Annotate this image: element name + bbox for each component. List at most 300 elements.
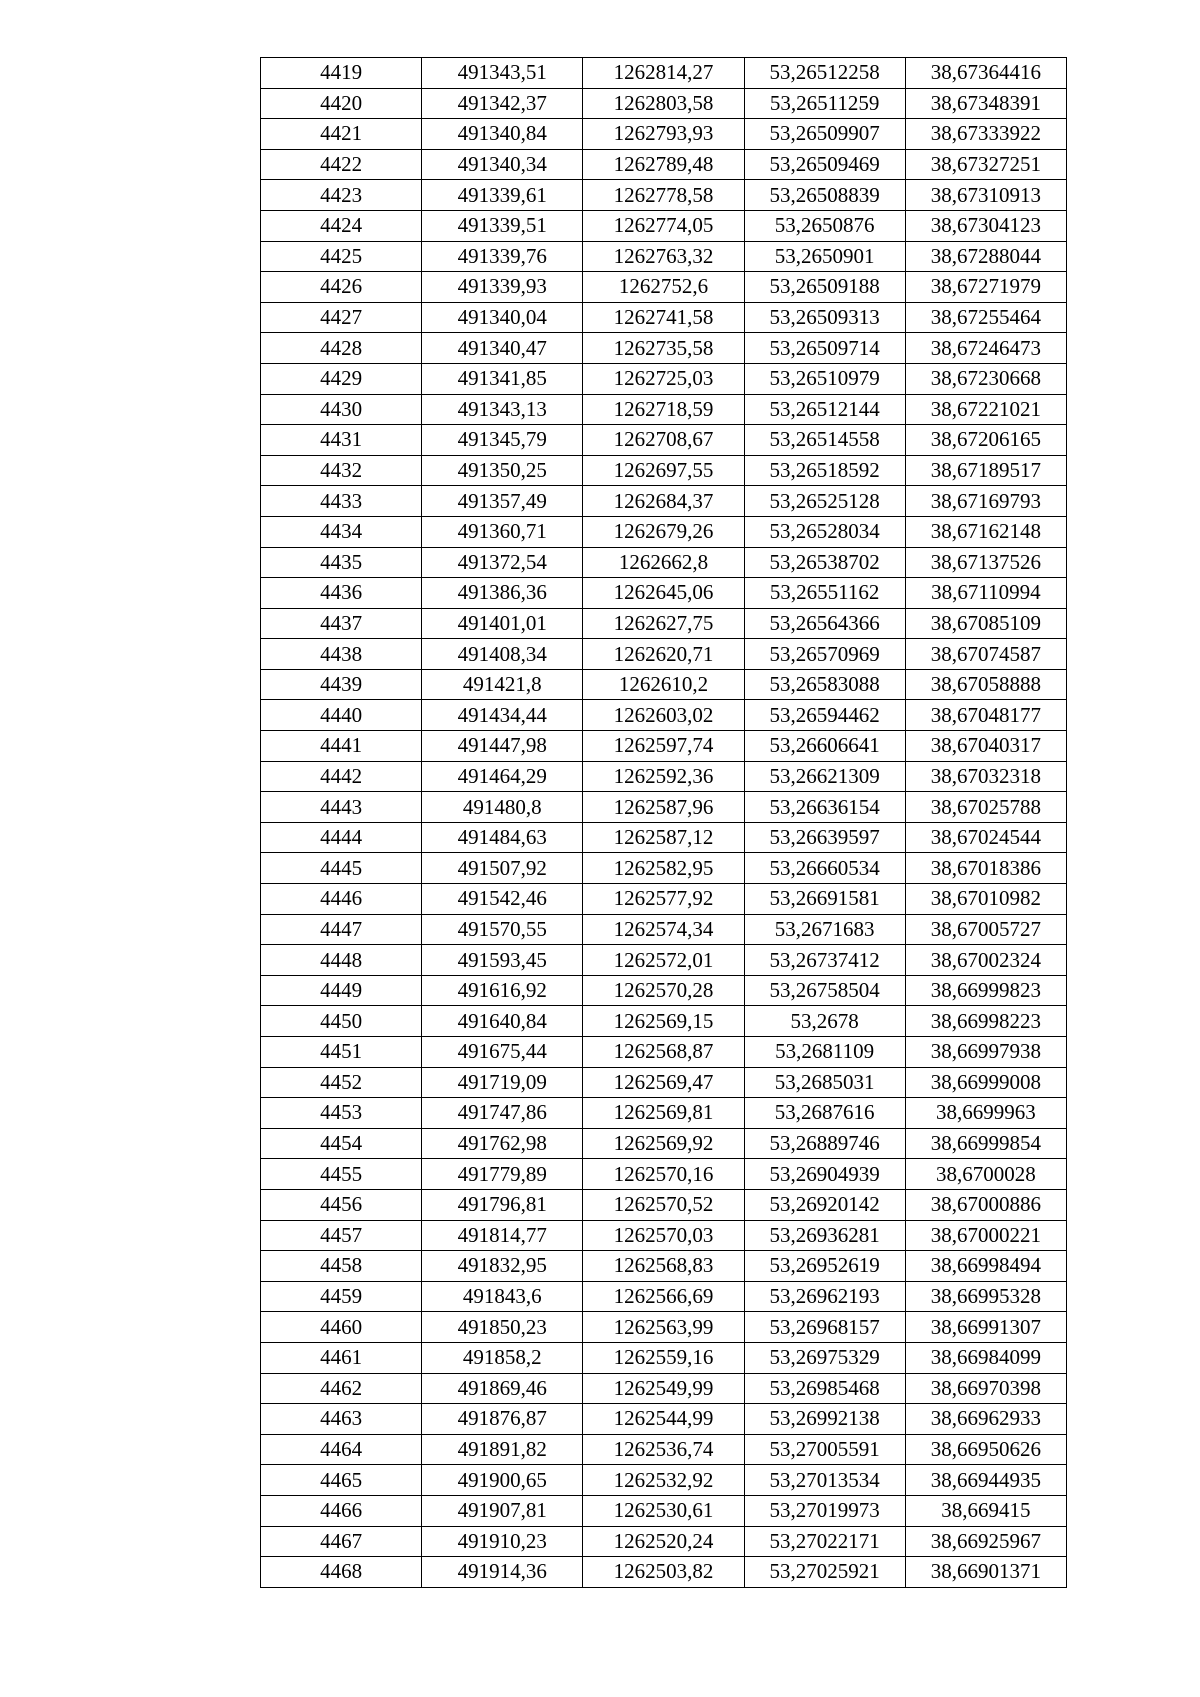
x-coordinate-cell: 491675,44 [422,1037,583,1068]
latitude-cell: 53,27013534 [744,1465,905,1496]
table-row [261,88,1067,119]
y-coordinate-cell: 1262572,01 [583,945,744,976]
longitude-cell: 38,66999823 [905,975,1066,1006]
point-number-cell: 4426 [261,272,422,303]
latitude-cell: 53,26962193 [744,1281,905,1312]
y-coordinate-cell: 1262570,03 [583,1220,744,1251]
latitude-cell: 53,26512258 [744,58,905,89]
longitude-cell: 38,66944935 [905,1465,1066,1496]
y-coordinate-cell: 1262587,12 [583,822,744,853]
table-row [261,486,1067,517]
latitude-cell: 53,2687616 [744,1098,905,1129]
table-row [261,884,1067,915]
y-coordinate-cell: 1262778,58 [583,180,744,211]
x-coordinate-cell: 491345,79 [422,425,583,456]
table-row [261,1159,1067,1190]
point-number-cell: 4468 [261,1557,422,1588]
point-number-cell: 4463 [261,1404,422,1435]
table-row [261,761,1067,792]
x-coordinate-cell: 491434,44 [422,700,583,731]
x-coordinate-cell: 491421,8 [422,669,583,700]
longitude-cell: 38,67000221 [905,1220,1066,1251]
longitude-cell: 38,66970398 [905,1373,1066,1404]
table-row [261,1220,1067,1251]
longitude-cell: 38,67005727 [905,914,1066,945]
latitude-cell: 53,26606641 [744,731,905,762]
point-number-cell: 4425 [261,241,422,272]
x-coordinate-cell: 491339,51 [422,210,583,241]
latitude-cell: 53,26551162 [744,578,905,609]
y-coordinate-cell: 1262679,26 [583,516,744,547]
table-row [261,1006,1067,1037]
table-row [261,853,1067,884]
latitude-cell: 53,26514558 [744,425,905,456]
longitude-cell: 38,67048177 [905,700,1066,731]
table-row [261,180,1067,211]
latitude-cell: 53,2650901 [744,241,905,272]
table-row [261,1557,1067,1588]
y-coordinate-cell: 1262620,71 [583,639,744,670]
x-coordinate-cell: 491342,37 [422,88,583,119]
point-number-cell: 4466 [261,1495,422,1526]
longitude-cell: 38,67348391 [905,88,1066,119]
y-coordinate-cell: 1262662,8 [583,547,744,578]
y-coordinate-cell: 1262520,24 [583,1526,744,1557]
y-coordinate-cell: 1262735,58 [583,333,744,364]
point-number-cell: 4449 [261,975,422,1006]
point-number-cell: 4458 [261,1251,422,1282]
x-coordinate-cell: 491360,71 [422,516,583,547]
longitude-cell: 38,669415 [905,1495,1066,1526]
point-number-cell: 4442 [261,761,422,792]
y-coordinate-cell: 1262803,58 [583,88,744,119]
table-row [261,241,1067,272]
point-number-cell: 4435 [261,547,422,578]
point-number-cell: 4423 [261,180,422,211]
y-coordinate-cell: 1262708,67 [583,425,744,456]
y-coordinate-cell: 1262592,36 [583,761,744,792]
table-row [261,1312,1067,1343]
x-coordinate-cell: 491858,2 [422,1342,583,1373]
y-coordinate-cell: 1262536,74 [583,1434,744,1465]
y-coordinate-cell: 1262568,87 [583,1037,744,1068]
longitude-cell: 38,66999008 [905,1067,1066,1098]
point-number-cell: 4448 [261,945,422,976]
table-row [261,1128,1067,1159]
point-number-cell: 4437 [261,608,422,639]
y-coordinate-cell: 1262684,37 [583,486,744,517]
table-row [261,608,1067,639]
coordinates-table-body [261,58,1067,1588]
y-coordinate-cell: 1262587,96 [583,792,744,823]
x-coordinate-cell: 491593,45 [422,945,583,976]
point-number-cell: 4452 [261,1067,422,1098]
x-coordinate-cell: 491343,13 [422,394,583,425]
latitude-cell: 53,2650876 [744,210,905,241]
x-coordinate-cell: 491340,84 [422,119,583,150]
x-coordinate-cell: 491408,34 [422,639,583,670]
point-number-cell: 4441 [261,731,422,762]
table-row [261,914,1067,945]
x-coordinate-cell: 491340,47 [422,333,583,364]
x-coordinate-cell: 491484,63 [422,822,583,853]
latitude-cell: 53,26570969 [744,639,905,670]
longitude-cell: 38,67085109 [905,608,1066,639]
x-coordinate-cell: 491341,85 [422,363,583,394]
point-number-cell: 4446 [261,884,422,915]
latitude-cell: 53,2681109 [744,1037,905,1068]
latitude-cell: 53,26992138 [744,1404,905,1435]
x-coordinate-cell: 491401,01 [422,608,583,639]
longitude-cell: 38,67206165 [905,425,1066,456]
longitude-cell: 38,67010982 [905,884,1066,915]
table-row [261,1251,1067,1282]
longitude-cell: 38,67024544 [905,822,1066,853]
table-row [261,1373,1067,1404]
table-row [261,731,1067,762]
point-number-cell: 4422 [261,149,422,180]
x-coordinate-cell: 491814,77 [422,1220,583,1251]
table-row [261,975,1067,1006]
x-coordinate-cell: 491542,46 [422,884,583,915]
point-number-cell: 4465 [261,1465,422,1496]
table-row [261,1404,1067,1435]
table-row [261,945,1067,976]
table-row [261,1465,1067,1496]
table-row [261,669,1067,700]
table-row [261,119,1067,150]
longitude-cell: 38,66984099 [905,1342,1066,1373]
latitude-cell: 53,26904939 [744,1159,905,1190]
x-coordinate-cell: 491372,54 [422,547,583,578]
latitude-cell: 53,26889746 [744,1128,905,1159]
latitude-cell: 53,26509313 [744,302,905,333]
longitude-cell: 38,66997938 [905,1037,1066,1068]
y-coordinate-cell: 1262789,48 [583,149,744,180]
latitude-cell: 53,26518592 [744,455,905,486]
table-row [261,516,1067,547]
y-coordinate-cell: 1262603,02 [583,700,744,731]
table-row [261,1281,1067,1312]
longitude-cell: 38,67032318 [905,761,1066,792]
point-number-cell: 4467 [261,1526,422,1557]
table-row [261,1495,1067,1526]
table-row [261,822,1067,853]
point-number-cell: 4429 [261,363,422,394]
latitude-cell: 53,26952619 [744,1251,905,1282]
point-number-cell: 4443 [261,792,422,823]
longitude-cell: 38,66950626 [905,1434,1066,1465]
x-coordinate-cell: 491850,23 [422,1312,583,1343]
longitude-cell: 38,67310913 [905,180,1066,211]
longitude-cell: 38,66901371 [905,1557,1066,1588]
longitude-cell: 38,67002324 [905,945,1066,976]
latitude-cell: 53,26511259 [744,88,905,119]
table-row [261,1037,1067,1068]
longitude-cell: 38,67304123 [905,210,1066,241]
x-coordinate-cell: 491339,76 [422,241,583,272]
longitude-cell: 38,67221021 [905,394,1066,425]
y-coordinate-cell: 1262570,28 [583,975,744,1006]
point-number-cell: 4428 [261,333,422,364]
y-coordinate-cell: 1262559,16 [583,1342,744,1373]
latitude-cell: 53,2671683 [744,914,905,945]
longitude-cell: 38,6699963 [905,1098,1066,1129]
point-number-cell: 4432 [261,455,422,486]
x-coordinate-cell: 491779,89 [422,1159,583,1190]
point-number-cell: 4451 [261,1037,422,1068]
x-coordinate-cell: 491480,8 [422,792,583,823]
latitude-cell: 53,26985468 [744,1373,905,1404]
point-number-cell: 4440 [261,700,422,731]
point-number-cell: 4456 [261,1189,422,1220]
x-coordinate-cell: 491900,65 [422,1465,583,1496]
latitude-cell: 53,26564366 [744,608,905,639]
latitude-cell: 53,26621309 [744,761,905,792]
y-coordinate-cell: 1262570,16 [583,1159,744,1190]
longitude-cell: 38,6700028 [905,1159,1066,1190]
x-coordinate-cell: 491907,81 [422,1495,583,1526]
point-number-cell: 4455 [261,1159,422,1190]
point-number-cell: 4431 [261,425,422,456]
table-row [261,272,1067,303]
point-number-cell: 4436 [261,578,422,609]
y-coordinate-cell: 1262577,92 [583,884,744,915]
x-coordinate-cell: 491339,93 [422,272,583,303]
longitude-cell: 38,67255464 [905,302,1066,333]
y-coordinate-cell: 1262627,75 [583,608,744,639]
x-coordinate-cell: 491843,6 [422,1281,583,1312]
table-row [261,1189,1067,1220]
y-coordinate-cell: 1262645,06 [583,578,744,609]
latitude-cell: 53,26583088 [744,669,905,700]
point-number-cell: 4454 [261,1128,422,1159]
y-coordinate-cell: 1262563,99 [583,1312,744,1343]
longitude-cell: 38,66998494 [905,1251,1066,1282]
longitude-cell: 38,67074587 [905,639,1066,670]
latitude-cell: 53,26968157 [744,1312,905,1343]
x-coordinate-cell: 491339,61 [422,180,583,211]
point-number-cell: 4447 [261,914,422,945]
latitude-cell: 53,26636154 [744,792,905,823]
y-coordinate-cell: 1262568,83 [583,1251,744,1282]
latitude-cell: 53,27025921 [744,1557,905,1588]
longitude-cell: 38,67110994 [905,578,1066,609]
y-coordinate-cell: 1262566,69 [583,1281,744,1312]
latitude-cell: 53,26508839 [744,180,905,211]
longitude-cell: 38,67364416 [905,58,1066,89]
x-coordinate-cell: 491747,86 [422,1098,583,1129]
point-number-cell: 4439 [261,669,422,700]
x-coordinate-cell: 491914,36 [422,1557,583,1588]
y-coordinate-cell: 1262774,05 [583,210,744,241]
point-number-cell: 4438 [261,639,422,670]
latitude-cell: 53,26512144 [744,394,905,425]
latitude-cell: 53,26509188 [744,272,905,303]
y-coordinate-cell: 1262725,03 [583,363,744,394]
latitude-cell: 53,26691581 [744,884,905,915]
longitude-cell: 38,67169793 [905,486,1066,517]
y-coordinate-cell: 1262569,47 [583,1067,744,1098]
x-coordinate-cell: 491340,04 [422,302,583,333]
longitude-cell: 38,66962933 [905,1404,1066,1435]
point-number-cell: 4462 [261,1373,422,1404]
table-row [261,1434,1067,1465]
longitude-cell: 38,67288044 [905,241,1066,272]
x-coordinate-cell: 491616,92 [422,975,583,1006]
longitude-cell: 38,67040317 [905,731,1066,762]
table-row [261,1526,1067,1557]
point-number-cell: 4445 [261,853,422,884]
y-coordinate-cell: 1262574,34 [583,914,744,945]
x-coordinate-cell: 491340,34 [422,149,583,180]
table-row [261,302,1067,333]
x-coordinate-cell: 491343,51 [422,58,583,89]
y-coordinate-cell: 1262610,2 [583,669,744,700]
x-coordinate-cell: 491796,81 [422,1189,583,1220]
coordinates-table [260,57,1067,1588]
latitude-cell: 53,26510979 [744,363,905,394]
latitude-cell: 53,2685031 [744,1067,905,1098]
y-coordinate-cell: 1262718,59 [583,394,744,425]
y-coordinate-cell: 1262597,74 [583,731,744,762]
y-coordinate-cell: 1262544,99 [583,1404,744,1435]
latitude-cell: 53,26975329 [744,1342,905,1373]
y-coordinate-cell: 1262763,32 [583,241,744,272]
longitude-cell: 38,67189517 [905,455,1066,486]
x-coordinate-cell: 491570,55 [422,914,583,945]
latitude-cell: 53,26528034 [744,516,905,547]
longitude-cell: 38,67137526 [905,547,1066,578]
y-coordinate-cell: 1262569,81 [583,1098,744,1129]
y-coordinate-cell: 1262697,55 [583,455,744,486]
point-number-cell: 4424 [261,210,422,241]
x-coordinate-cell: 491762,98 [422,1128,583,1159]
x-coordinate-cell: 491869,46 [422,1373,583,1404]
longitude-cell: 38,66999854 [905,1128,1066,1159]
x-coordinate-cell: 491910,23 [422,1526,583,1557]
x-coordinate-cell: 491507,92 [422,853,583,884]
table-row [261,1342,1067,1373]
x-coordinate-cell: 491719,09 [422,1067,583,1098]
longitude-cell: 38,67333922 [905,119,1066,150]
point-number-cell: 4419 [261,58,422,89]
longitude-cell: 38,67271979 [905,272,1066,303]
y-coordinate-cell: 1262530,61 [583,1495,744,1526]
longitude-cell: 38,66995328 [905,1281,1066,1312]
latitude-cell: 53,26639597 [744,822,905,853]
y-coordinate-cell: 1262570,52 [583,1189,744,1220]
x-coordinate-cell: 491350,25 [422,455,583,486]
latitude-cell: 53,26538702 [744,547,905,578]
y-coordinate-cell: 1262532,92 [583,1465,744,1496]
table-row [261,547,1067,578]
y-coordinate-cell: 1262793,93 [583,119,744,150]
table-row [261,333,1067,364]
latitude-cell: 53,26737412 [744,945,905,976]
longitude-cell: 38,67058888 [905,669,1066,700]
y-coordinate-cell: 1262741,58 [583,302,744,333]
point-number-cell: 4461 [261,1342,422,1373]
point-number-cell: 4459 [261,1281,422,1312]
table-row [261,363,1067,394]
latitude-cell: 53,27022171 [744,1526,905,1557]
latitude-cell: 53,26509907 [744,119,905,150]
latitude-cell: 53,26525128 [744,486,905,517]
point-number-cell: 4430 [261,394,422,425]
longitude-cell: 38,67025788 [905,792,1066,823]
longitude-cell: 38,67230668 [905,363,1066,394]
x-coordinate-cell: 491891,82 [422,1434,583,1465]
point-number-cell: 4444 [261,822,422,853]
x-coordinate-cell: 491447,98 [422,731,583,762]
longitude-cell: 38,67018386 [905,853,1066,884]
point-number-cell: 4421 [261,119,422,150]
point-number-cell: 4433 [261,486,422,517]
latitude-cell: 53,26920142 [744,1189,905,1220]
point-number-cell: 4453 [261,1098,422,1129]
table-row [261,1098,1067,1129]
latitude-cell: 53,26660534 [744,853,905,884]
x-coordinate-cell: 491464,29 [422,761,583,792]
table-row [261,700,1067,731]
y-coordinate-cell: 1262549,99 [583,1373,744,1404]
table-row [261,1067,1067,1098]
x-coordinate-cell: 491876,87 [422,1404,583,1435]
y-coordinate-cell: 1262582,95 [583,853,744,884]
latitude-cell: 53,27005591 [744,1434,905,1465]
latitude-cell: 53,26509469 [744,149,905,180]
table-row [261,210,1067,241]
longitude-cell: 38,67246473 [905,333,1066,364]
latitude-cell: 53,26758504 [744,975,905,1006]
point-number-cell: 4427 [261,302,422,333]
latitude-cell: 53,26509714 [744,333,905,364]
longitude-cell: 38,66998223 [905,1006,1066,1037]
table-row [261,58,1067,89]
y-coordinate-cell: 1262752,6 [583,272,744,303]
longitude-cell: 38,66925967 [905,1526,1066,1557]
table-row [261,792,1067,823]
y-coordinate-cell: 1262814,27 [583,58,744,89]
table-row [261,455,1067,486]
table-row [261,425,1067,456]
x-coordinate-cell: 491357,49 [422,486,583,517]
point-number-cell: 4420 [261,88,422,119]
longitude-cell: 38,67000886 [905,1189,1066,1220]
longitude-cell: 38,67162148 [905,516,1066,547]
y-coordinate-cell: 1262569,15 [583,1006,744,1037]
latitude-cell: 53,26936281 [744,1220,905,1251]
point-number-cell: 4460 [261,1312,422,1343]
x-coordinate-cell: 491640,84 [422,1006,583,1037]
latitude-cell: 53,26594462 [744,700,905,731]
table-row [261,578,1067,609]
point-number-cell: 4434 [261,516,422,547]
x-coordinate-cell: 491832,95 [422,1251,583,1282]
point-number-cell: 4464 [261,1434,422,1465]
longitude-cell: 38,66991307 [905,1312,1066,1343]
point-number-cell: 4457 [261,1220,422,1251]
latitude-cell: 53,2678 [744,1006,905,1037]
x-coordinate-cell: 491386,36 [422,578,583,609]
y-coordinate-cell: 1262569,92 [583,1128,744,1159]
table-row [261,149,1067,180]
table-row [261,639,1067,670]
latitude-cell: 53,27019973 [744,1495,905,1526]
table-row [261,394,1067,425]
longitude-cell: 38,67327251 [905,149,1066,180]
